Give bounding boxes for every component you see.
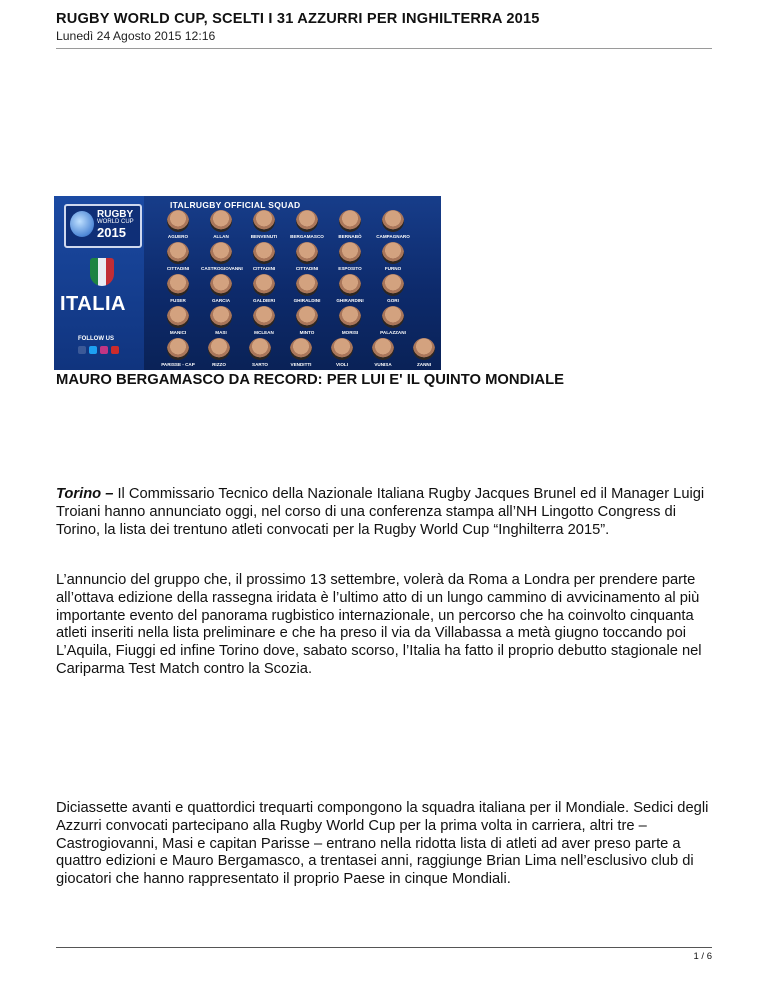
dateline: Torino – [56, 486, 118, 502]
paragraph-3: Diciassette avanti e quattordici trequarti compongono la squadra italiana per il Mondiale. Sedici degli Azzurri convocati partecipano alla Rugby World Cup per la prima volta in carriera, altri tre – Castrogiovanni, Masi e capitan Parisse – entrano nella ridotta lista di atleti ad aver preso parte a quattro edizioni e Mauro Bergamasco, a trentasei anni, raggiunge Brian Lima nell’esclusivo club di giocatori che hanno rappresentato il proprio Paese in cinque Mondiali. [56, 800, 709, 888]
paragraph-2: L’annuncio del gruppo che, il prossimo 13 settembre, volerà da Roma a Londra per prendere parte all’ottava edizione della rassegna iridata è l’ultimo atto di un lungo cammino di avvicinamento al più importante evento del panorama rugbistico internazionale, un percorso che ha coinvolto cinquanta atleti inseriti nella lista preliminare e che ha preso il via da Villabassa a metà giugno toccando poi L’Aquila, Fiuggi ed infine Torino dove, sabato scorso, l’Italia ha fatto il proprio debutto stagionale nel Cariparma Test Match contro la Scozia. [56, 572, 702, 677]
player-name: CASTROGIOVANNI [201, 266, 243, 271]
player-card [363, 338, 403, 367]
player-photo [249, 338, 271, 360]
player-name: VENDITTI [290, 362, 312, 367]
player-photo [296, 274, 318, 296]
player-name: MASI [215, 330, 227, 335]
player-photo [253, 306, 275, 328]
player-name: GHIRARDINI [336, 298, 364, 303]
player-name: MINTO [299, 330, 315, 335]
player-photo [382, 242, 404, 264]
player-card [158, 242, 198, 271]
logo-line-1: RUGBY [97, 209, 134, 220]
player-name: BENVENUTI [250, 234, 278, 239]
player-photo [253, 242, 275, 264]
follow-label: FOLLOW US [78, 336, 114, 342]
article-title: RUGBY WORLD CUP, SCELTI I 31 AZZURRI PER INGHILTERRA 2015 [56, 11, 540, 27]
player-card [158, 306, 198, 335]
player-card [201, 242, 241, 271]
player-name: GARCIA [211, 298, 231, 303]
player-name: CITTADINI [166, 266, 190, 271]
paragraph-1-text: Il Commissario Tecnico della Nazionale Italiana Rugby Jacques Brunel ed il Manager Luigi Troiani hanno annunciato oggi, nel corso di una conferenza stampa all’NH Lingotto Congress di Torino, la lista dei trentuno atleti convocati per la Rugby World Cup “Inghilterra 2015”. [56, 486, 705, 538]
player-card [373, 242, 413, 271]
player-name: ESPOSITO [338, 266, 362, 271]
squad-image-sidebar [54, 196, 144, 370]
document-header [56, 10, 712, 44]
player-name: ALLAN [213, 234, 229, 239]
player-photo [382, 274, 404, 296]
player-name: CITTADINI [252, 266, 276, 271]
player-photo [339, 242, 361, 264]
player-card [281, 338, 321, 367]
player-name: VUNISA [374, 362, 392, 367]
player-name: MCLEAN [254, 330, 274, 335]
player-photo [331, 338, 353, 360]
player-name: ZANNI [416, 362, 432, 367]
player-name: GORI [387, 298, 399, 303]
instagram-icon [100, 346, 108, 354]
player-card [404, 338, 441, 367]
player-card [330, 274, 370, 303]
player-card [330, 306, 370, 335]
globe-icon [70, 211, 94, 237]
article-date: Lunedì 24 Agosto 2015 12:16 [56, 29, 216, 43]
player-photo [413, 338, 435, 360]
player-name: CITTADINI [295, 266, 319, 271]
page-number: 1 / 6 [693, 951, 712, 962]
player-name: CAMPAGNARO [376, 234, 410, 239]
player-card [373, 274, 413, 303]
header-divider [56, 48, 712, 49]
player-card [201, 274, 241, 303]
player-card [158, 338, 198, 367]
player-photo [339, 274, 361, 296]
footer-divider [56, 947, 712, 948]
player-name: FUSER [170, 298, 186, 303]
player-name: FURNO [384, 266, 402, 271]
player-card [287, 274, 327, 303]
player-photo [339, 210, 361, 232]
player-photo [296, 306, 318, 328]
player-photo [167, 242, 189, 264]
player-photo [208, 338, 230, 360]
player-card [287, 242, 327, 271]
player-name: MANICI [169, 330, 187, 335]
player-card [244, 242, 284, 271]
player-card [199, 338, 239, 367]
player-photo [167, 210, 189, 232]
country-label: ITALIA [60, 293, 126, 315]
player-card [201, 306, 241, 335]
player-card [244, 210, 284, 239]
player-photo [253, 274, 275, 296]
player-photo [210, 274, 232, 296]
player-card [287, 210, 327, 239]
player-name: SARTO [252, 362, 268, 367]
rugby-world-cup-logo [64, 204, 142, 248]
paragraph-1 [56, 486, 716, 539]
player-name: AGUERO [167, 234, 189, 239]
player-photo [290, 338, 312, 360]
federation-crest-icon [90, 258, 114, 286]
twitter-icon [89, 346, 97, 354]
player-card [244, 274, 284, 303]
player-photo [167, 306, 189, 328]
player-photo [372, 338, 394, 360]
player-photo [296, 210, 318, 232]
player-photo [210, 210, 232, 232]
player-photo [210, 306, 232, 328]
player-photo [339, 306, 361, 328]
article-subtitle: MAURO BERGAMASCO DA RECORD: PER LUI E' IL QUINTO MONDIALE [56, 372, 564, 388]
player-name: MORISI [341, 330, 359, 335]
player-photo [167, 274, 189, 296]
player-card [201, 210, 241, 239]
player-photo [167, 338, 189, 360]
player-card [322, 338, 362, 367]
player-card [287, 306, 327, 335]
player-name: RIZZO [212, 362, 226, 367]
squad-heading: ITALRUGBY OFFICIAL SQUAD [170, 200, 301, 210]
player-name: VIOLI [336, 362, 348, 367]
player-photo [296, 242, 318, 264]
player-card [240, 338, 280, 367]
player-name: BERNABÒ [338, 234, 362, 239]
player-card [244, 306, 284, 335]
player-card [373, 210, 413, 239]
player-photo [253, 210, 275, 232]
facebook-icon [78, 346, 86, 354]
player-name: BERGAMASCO [290, 234, 324, 239]
player-card [158, 274, 198, 303]
player-name: PARISSE - CAP [161, 362, 195, 367]
player-photo [382, 210, 404, 232]
squad-image [54, 196, 441, 370]
player-card [158, 210, 198, 239]
player-card [330, 242, 370, 271]
player-card [373, 306, 413, 335]
player-photo [382, 306, 404, 328]
player-photo [210, 242, 232, 264]
youtube-icon [111, 346, 119, 354]
player-name: PALAZZANI [380, 330, 406, 335]
player-name: GHIRALDINI [293, 298, 321, 303]
player-name: GALDIERI [253, 298, 275, 303]
player-card [330, 210, 370, 239]
logo-line-2: WORLD CUP [97, 219, 134, 225]
logo-year: 2015 [97, 225, 126, 240]
